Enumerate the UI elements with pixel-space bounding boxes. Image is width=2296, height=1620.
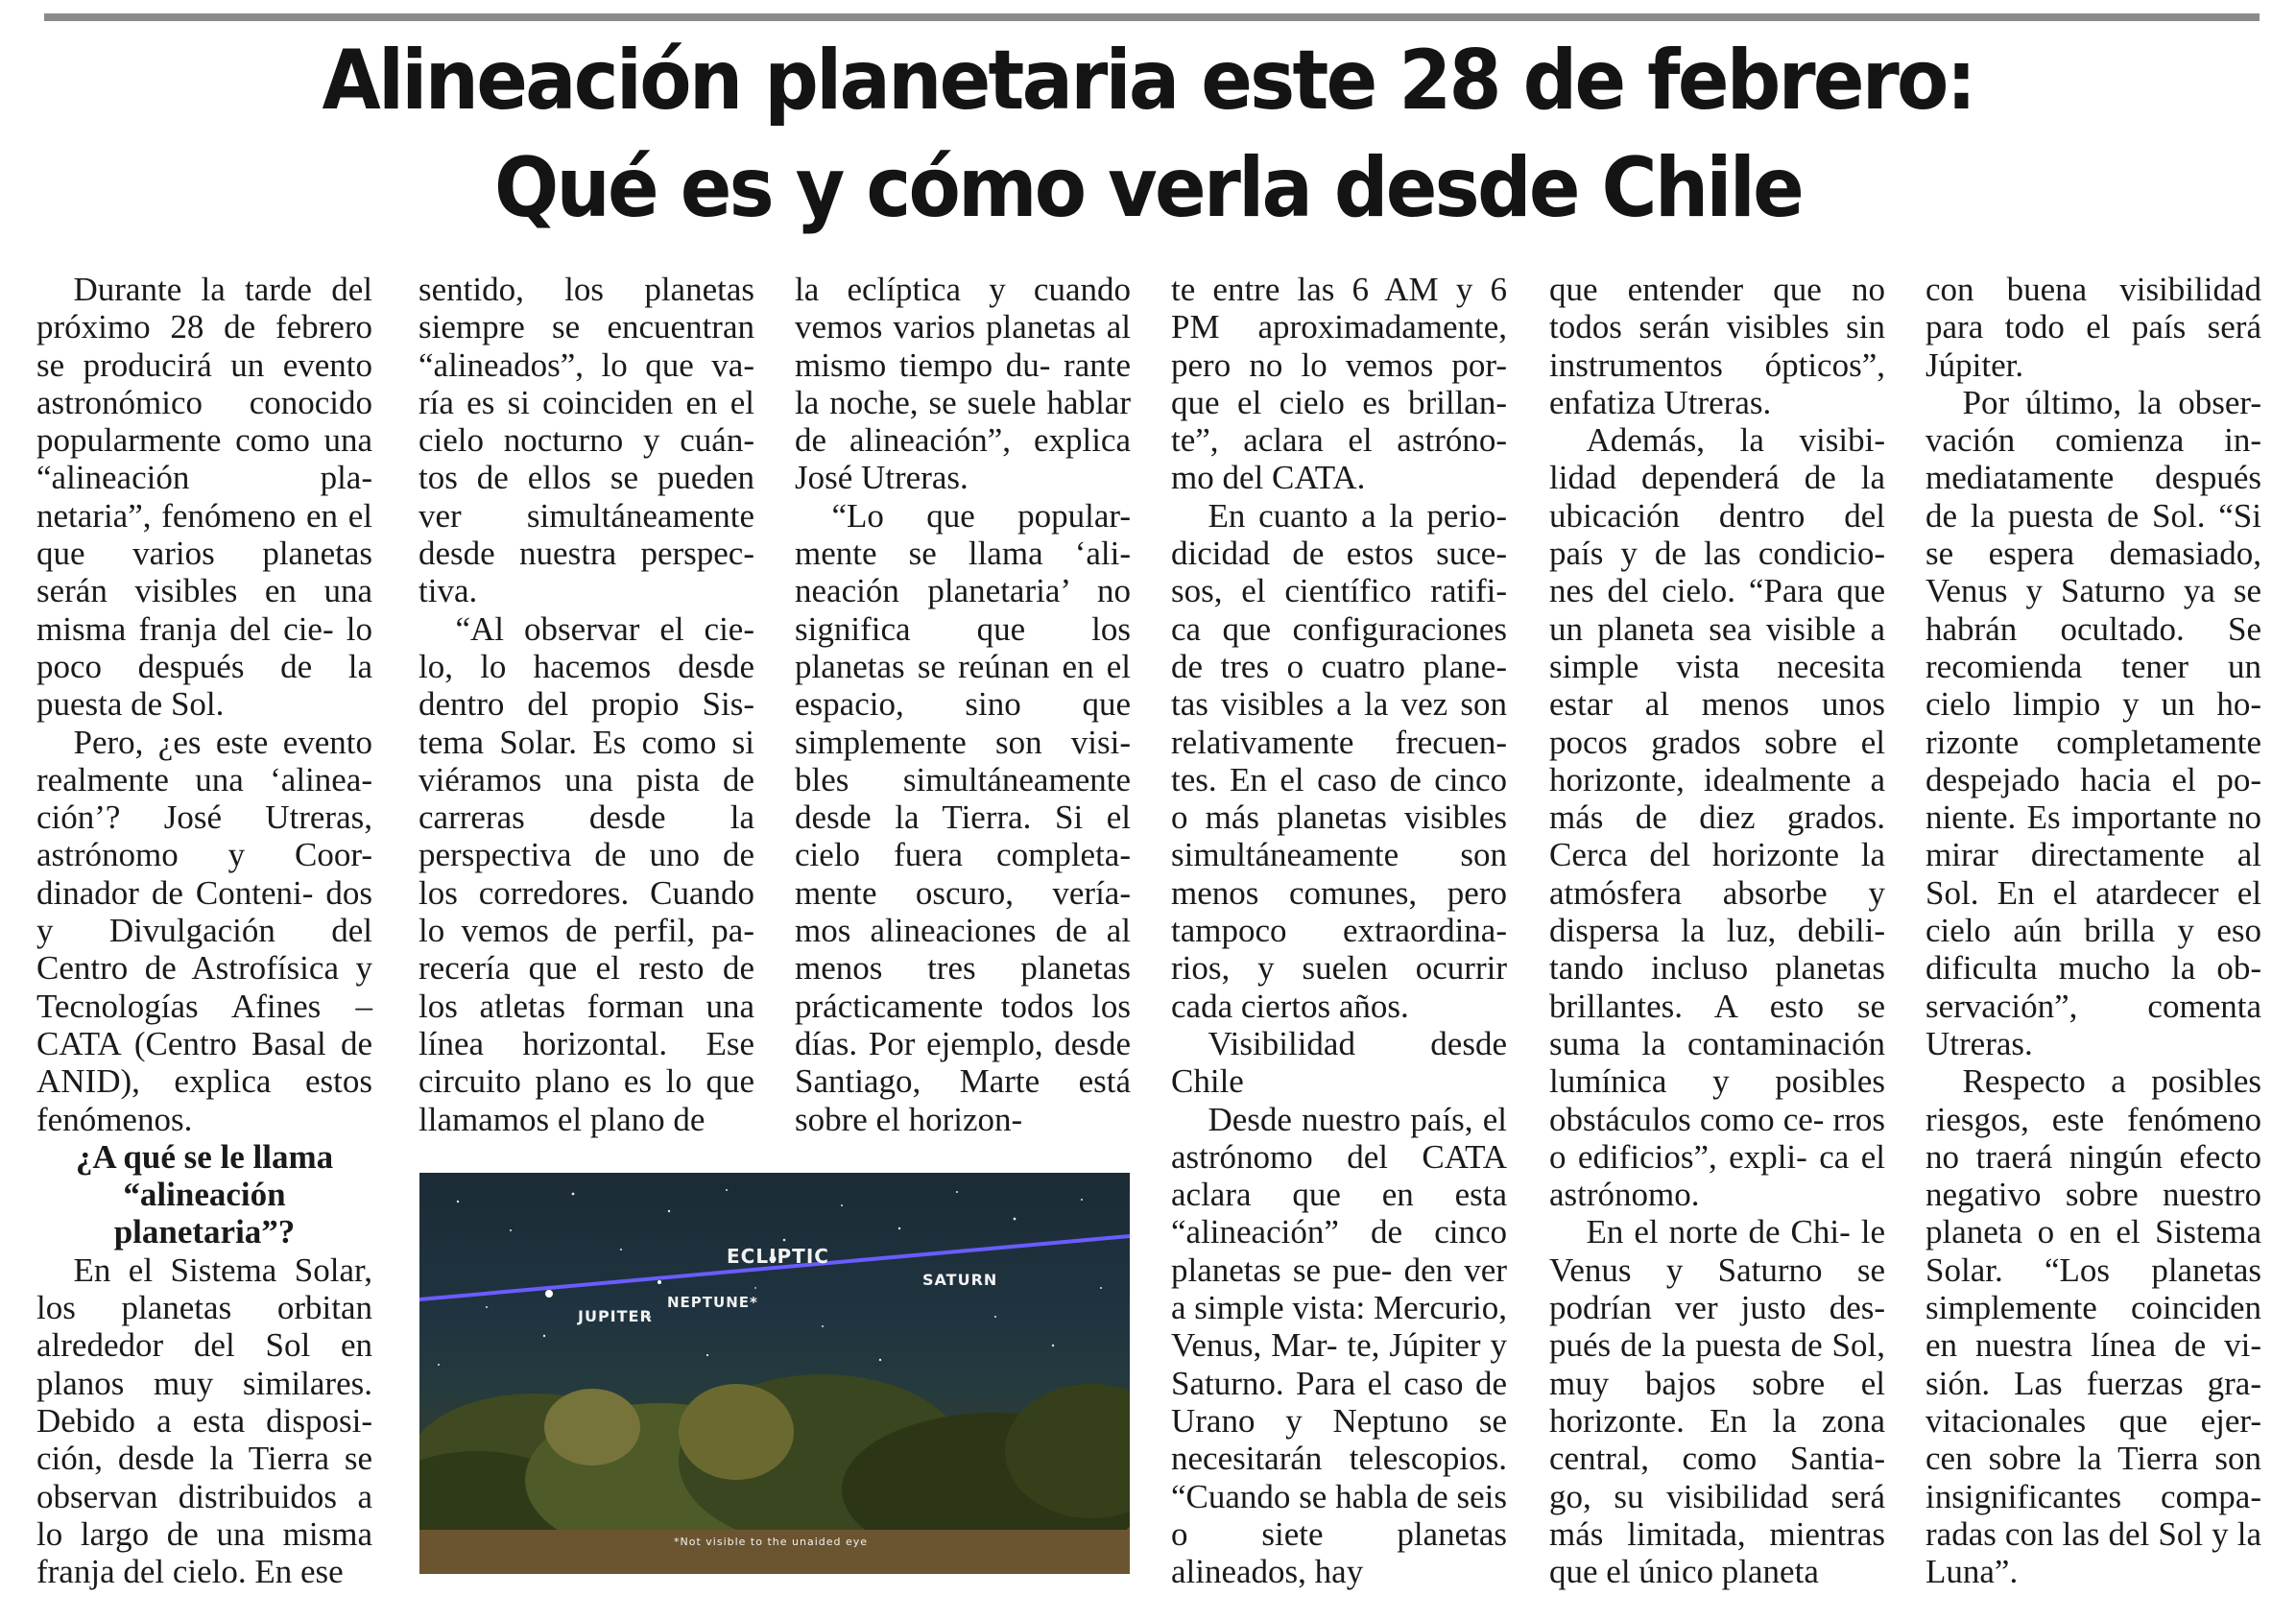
top-rule <box>44 13 2260 21</box>
headline <box>92 27 2205 242</box>
paragraph: Respecto a posibles riesgos, este fenómeno no traerá ningún efecto negativo sobre nuestro planeta o en el Sistema Solar. “Los planetas simplemente coinciden en nuestra línea de vi- sión. Las fuerzas gra- vitacionales que ejer- cen sobre la Tierra son insignificantes compa- radas con las del Sol y la Luna”. <box>1925 1062 2261 1591</box>
paragraph: “Lo que popular- mente se llama ‘ali- neación planetaria’ no significa que los planetas se reúnan en el espacio, sino que simplemente son visi- bles simultáneamente desde la Tierra. Si el cielo fuera completa- mente oscuro, vería- mos alineaciones de al menos tres planetas prácticamente todos los días. Por ejemplo, desde Santiago, Marte está sobre el horizon- <box>795 496 1131 1138</box>
subheading: ¿A qué se le llama “alineación planetaria”? <box>75 1137 334 1251</box>
article-column-3 <box>795 271 1131 1138</box>
jupiter-dot <box>545 1290 553 1298</box>
saturn-label: SATURN <box>922 1271 998 1289</box>
photo-footnote: *Not visible to the unaided eye <box>674 1536 869 1548</box>
article-column-4 <box>1171 271 1507 1590</box>
article-column-1 <box>36 271 372 1590</box>
night-sky-photo <box>419 1173 1130 1574</box>
paragraph: con buena visibilidad para todo el país será Júpiter. <box>1925 271 2261 384</box>
paragraph: En el norte de Chi- le Venus y Saturno se podrían ver justo des- pués de la puesta de Sol, muy bajos sobre el horizonte. En la zona central, como Santia- go, su visibilidad será más limitada, mientras que el único planeta <box>1549 1213 1885 1591</box>
paragraph: Desde nuestro país, el astrónomo del CATA aclara que en esta “alineación” de cinco planetas se pue- den ver a simple vista: Mercurio, Venus, Mar- te, Júpiter y Saturno. Para el caso de Urano y Neptuno se necesitarán telescopios. “Cuando se habla de seis o siete planetas alineados, hay <box>1171 1100 1507 1591</box>
neptune-label: NEPTUNE* <box>667 1294 758 1311</box>
paragraph: Durante la tarde del próximo 28 de febrero se producirá un evento astronómico conocido popularmente como una “alineación pla- netaria”, fenómeno en el que varios planetas serán visibles en una misma franja del cie- lo poco después de la puesta de Sol. <box>36 271 372 724</box>
headline-line-2: Qué es y cómo verla desde Chile <box>493 140 1803 236</box>
ecliptic-label: ECLIPTIC <box>727 1245 829 1268</box>
jupiter-label: JUPITER <box>578 1307 653 1325</box>
paragraph: sentido, los planetas siempre se encuentran “alineados”, lo que va- ría es si coinciden en el cielo nocturno y cuán- tos de ellos se pueden ver simultáneamente desde nuestra perspec- tiva. <box>419 271 754 610</box>
night-sky-illustration <box>419 1173 1130 1574</box>
paragraph: te entre las 6 AM y 6 PM aproximadamente, pero no lo vemos por- que el cielo es brillan- te”, aclara el astróno- mo del CATA. <box>1171 271 1507 497</box>
paragraph: que entender que no todos serán visibles sin instrumentos ópticos”, enfatiza Utreras. <box>1549 271 1885 421</box>
stars <box>438 1189 1102 1366</box>
article-column-2 <box>419 271 754 1138</box>
paragraph: En el Sistema Solar, los planetas orbitan alrededor del Sol en planos muy similares. Debido a esta disposi- ción, desde la Tierra se observan distribuidos a lo largo de una misma franja del cielo. En ese <box>36 1251 372 1591</box>
paragraph: Pero, ¿es este evento realmente una ‘alinea- ción’? José Utreras, astrónomo y Coor- dinador de Conteni- dos y Divulgación del Centro de Astrofísica y Tecnologías Afines – CATA (Centro Basal de ANID), explica estos fenómenos. <box>36 723 372 1138</box>
paragraph: Además, la visibi- lidad dependerá de la ubicación dentro del país y de las condicio- nes del cielo. “Para que un planeta sea visible a simple vista necesita estar al menos unos pocos grados sobre el horizonte, idealmente a más de diez grados. Cerca del horizonte la atmósfera absorbe y dispersa la luz, debili- tando incluso planetas brillantes. A esto se suma la contaminación lumínica y posibles obstáculos como ce- rros o edificios”, expli- ca el astrónomo. <box>1549 421 1885 1214</box>
paragraph: “Al observar el cie- lo, lo hacemos desde dentro del propio Sis- tema Solar. Es como si viéramos una pista de carreras desde la perspectiva de uno de los corredores. Cuando lo vemos de perfil, pa- recería que el resto de los atletas forman una línea horizontal. Ese circuito plano es lo que llamamos el plano de <box>419 609 754 1138</box>
paragraph: Por último, la obser- vación comienza in- mediatamente después de la puesta de Sol. “Si se espera demasiado, Venus y Saturno ya se habrán ocultado. Se recomienda tener un cielo limpio y un ho- rizonte completamente despejado hacia el po- niente. Es importante no mirar directamente al Sol. En el atardecer el cielo aún brilla y eso dificulta mucho la ob- servación”, comenta Utreras. <box>1925 383 2261 1062</box>
paragraph: En cuanto a la perio- dicidad de estos suce- sos, el científico ratifi- ca que configuraciones de tres o cuatro plane- tas visibles a la vez son relativamente frecuen- tes. En el caso de cinco o más planetas visibles simultáneamente son menos comunes, pero tampoco extraordina- rios, y suelen ocurrir cada ciertos años. <box>1171 496 1507 1025</box>
article-column-6 <box>1925 271 2261 1590</box>
paragraph: la eclíptica y cuando vemos varios planetas al mismo tiempo du- rante la noche, se suele hablar de alineación”, explica José Utreras. <box>795 271 1131 497</box>
neptune-dot <box>658 1280 661 1284</box>
subheading: Visibilidad desde Chile <box>1171 1024 1507 1101</box>
headline-line-1: Alineación planetaria este 28 de febrero: <box>322 33 1974 129</box>
article-column-5 <box>1549 271 1885 1590</box>
